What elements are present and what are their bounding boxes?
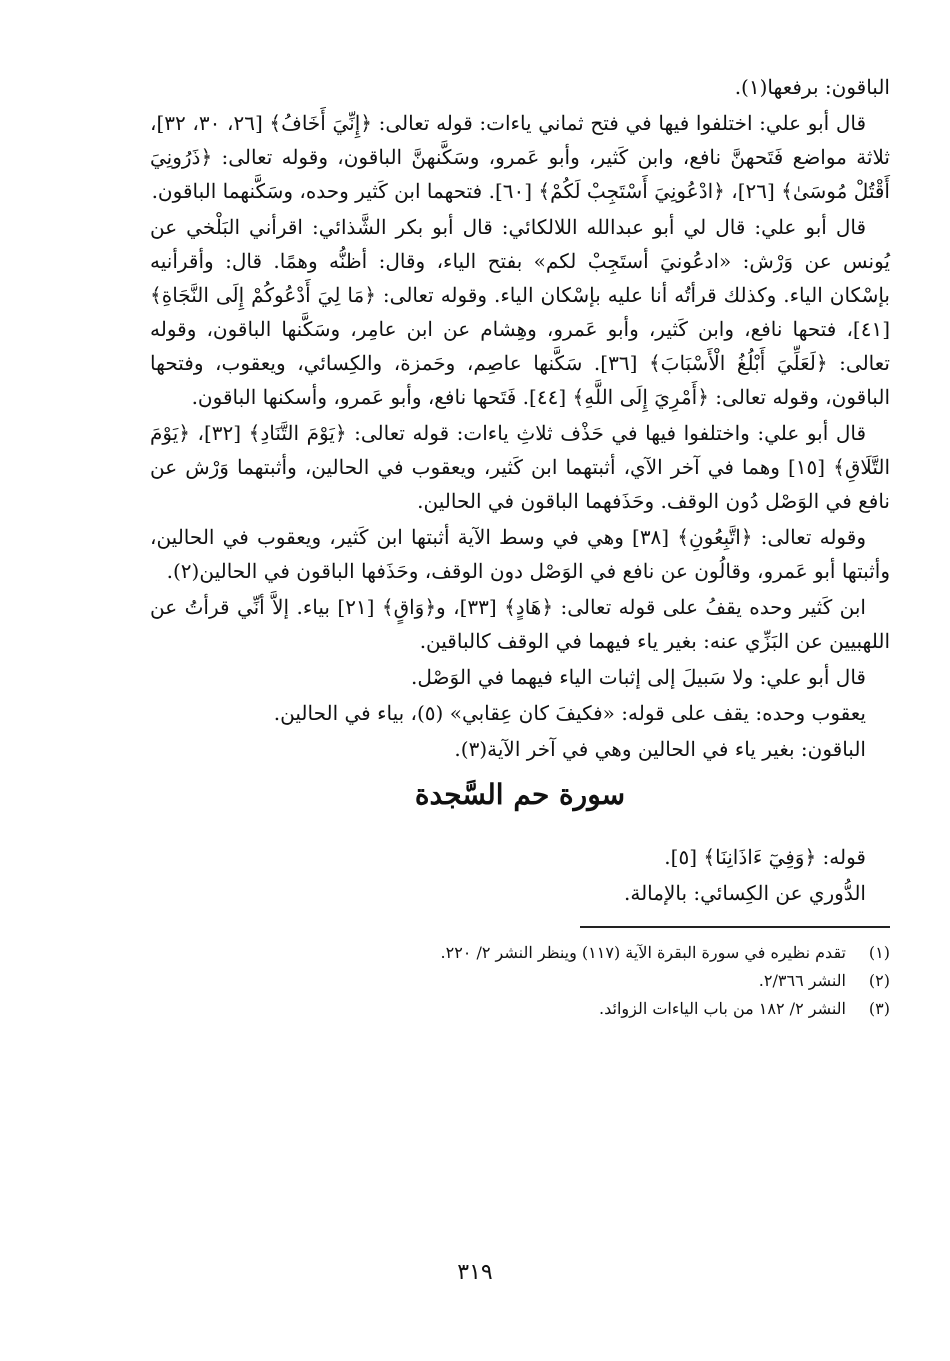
page-body [150,70,890,1024]
footnote-number: (٢) [868,971,890,990]
paragraph-yaqub: يعقوب وحده: يقف على قوله: «فكيفَ كان عِقابي» (٥)، بياء في الحالين. [273,701,866,725]
paragraph-no-way: قال أبو علي: ولا سَبيلَ إلى إثبات الياء فيهما في الوَصْل. [411,665,866,689]
paragraph-others: الباقون: بغير ياء في الحالين وهي في آخر الآية(٣). [454,737,866,761]
paragraph-lalkaei: قال أبو علي: قال لي أبو عبدالله اللالكائي: قال أبو بكر الشَّذائي: اقرأني البَلْخي عن يُونس عن وَرْش: «ادعُونيَ أستَجِبْ لكم» بفتح الياء، وقال: أظنُّه وهمًا. قال: وأقرأنيه بإسْكان الياء. وكذلك قرأتُه أنا عليه بإسْكان الياء. وقوله تعالى: ﴿مَا لِيَ أَدْعُوكُمْ إِلَى النَّجَاةِ﴾ [٤١]، فتحها نافع، وابن كَثير، وأبو عَمرو، وهِشام عن ابن عامِر، وسَكَّنها الباقون، وقوله تعالى: ﴿لَعَلِّيَ أَبْلُغُ الْأَسْبَابَ﴾ [٣٦]. سَكَّنها عاصِم، وحَمزة، والكِسائي، ويعقوب، وفتحها الباقون، وقوله تعالى: ﴿أَمْرِيَ إِلَى اللَّهِ﴾ [٤٤]. فَتَحها نافع، وأبو عَمرو، وأسكنها الباقون. [150,215,890,409]
paragraph-remainder: الباقون: برفعها(١). [734,75,890,99]
footnote-1 [150,940,890,966]
paragraph-ibn-kathir-stop: ابن كَثير وحده يقفُ على قوله تعالى: ﴿هَادٍ﴾ [٣٣]، و﴿وَاقٍ﴾ [٢١] بياء. إلاَّ أنِّي قرأتُ عن اللهبيين عن البَزِّي عنه: بغير ياء فيهما في الوقف كالباقين. [150,595,890,653]
surah-line-qawluh: قوله: ﴿وَفِيٓ ءَاذَانِنَا﴾ [٥]. [664,845,866,869]
paragraph-deleted-yaat: قال أبو علي: واختلفوا فيها في حَذْف ثلاثِ ياءات: قوله تعالى: ﴿يَوْمَ التَّنَادِ﴾ [٣٢]، ﴿يَوْمَ التَّلَاقِ﴾ [١٥] وهما في آخر الآي، أثبتهما ابن كَثير، ويعقوب في الحالين، وأثبتهما وَرْش عن نافع في الوَصْل دُون الوقف. وحَذَفهما الباقون في الحالين. [150,421,891,513]
paragraph-opened-yaat: قال أبو علي: اختلفوا فيها في فتح ثماني ياءات: قوله تعالى: ﴿إِنِّيَ أَخَافُ﴾ [٢٦، ٣٠، ٣٢]، ثلاثة مواضع فَتَحهنَّ نافع، وابن كَثير، وأبو عَمرو، وسَكَّنهنَّ الباقون، وقوله تعالى: ﴿ذَرُونِيَ أَقْتُلْ مُوسَىٰ﴾ [٢٦]، ﴿ادْعُونِيَ أَسْتَجِبْ لَكُمْ﴾ [٦٠]. فتحهما ابن كَثير وحده، وسَكَّنهما الباقون. [150,111,890,203]
footnote-separator [580,926,890,928]
surah-line-duri: الدُّوري عن الكِسائي: بالإمالة. [623,881,866,905]
footnote-number: (١) [868,943,890,962]
footnote-number: (٣) [868,999,890,1018]
footnote-2 [150,968,890,994]
footnote-text: النشر ٢/٣٦٦. [758,971,846,990]
surah-title: سورة حم السَّجدة [414,778,626,811]
footnote-text: النشر ٢/ ١٨٢ من باب الياءات الزوائد. [599,999,846,1018]
paragraph-ittabiuni: وقوله تعالى: ﴿اتَّبِعُونِ﴾ [٣٨] وهي في وسط الآية أثبتها ابن كَثير، ويعقوب في الحالين، وأثبتها أبو عَمرو، وقالُون عن نافع في الوَصْل دون الوقف، وحَذَفها الباقون في الحالين(٢). [150,525,890,583]
footnote-text: تقدم نظيره في سورة البقرة الآية (١١٧) وينظر النشر ٢/ ٢٢٠. [440,943,846,962]
page-number: ٣١٩ [457,1260,493,1285]
footnote-3 [150,996,890,1022]
